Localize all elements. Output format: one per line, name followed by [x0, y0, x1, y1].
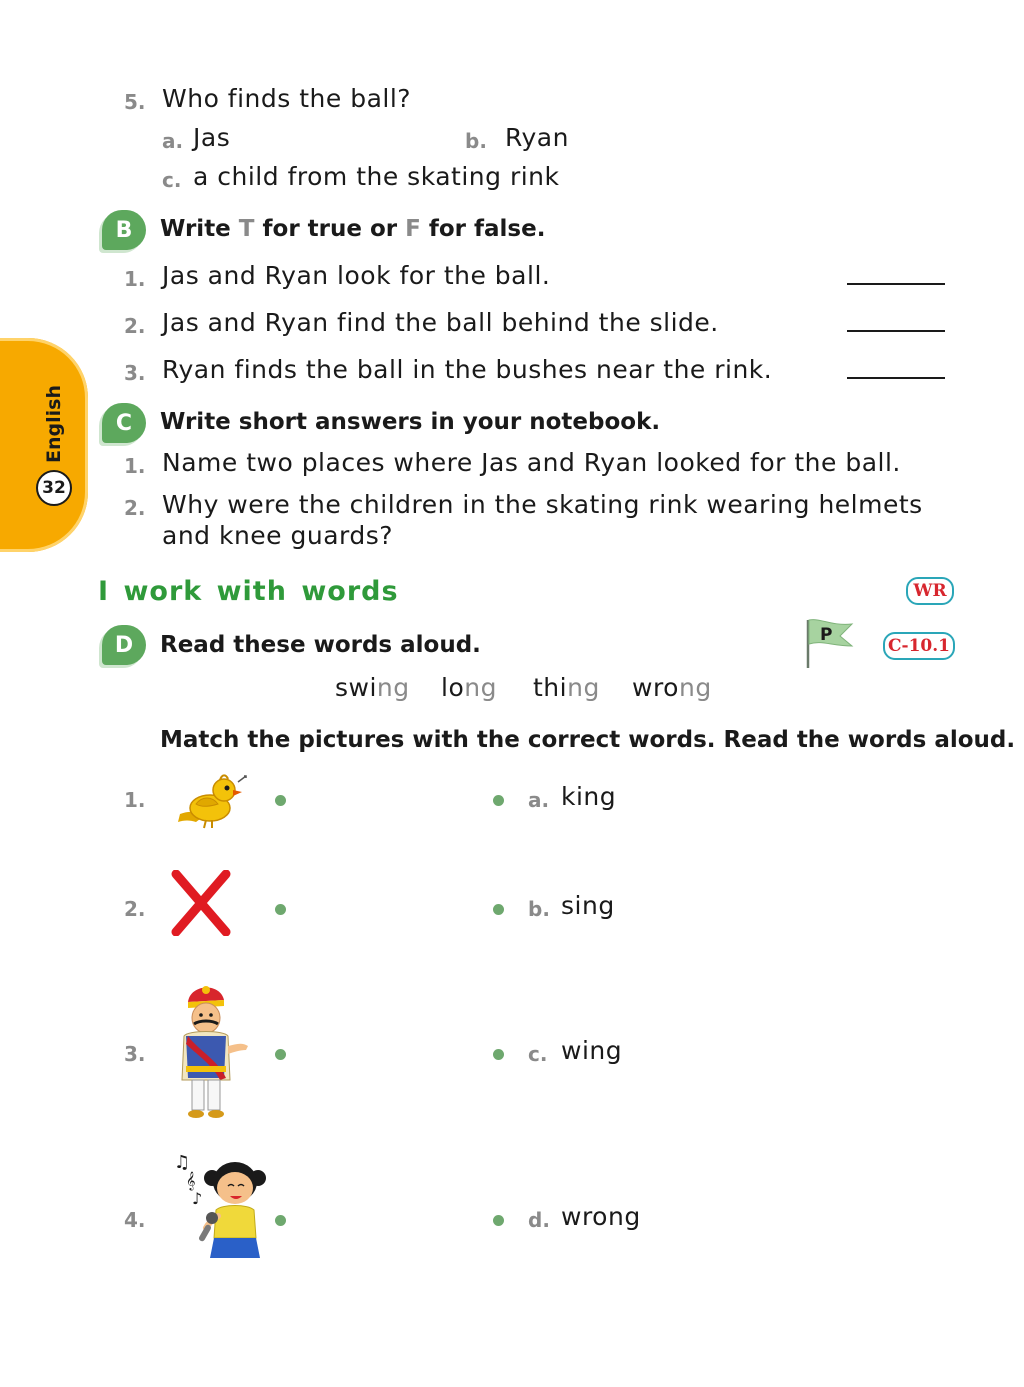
- option-letter: a.: [528, 788, 550, 812]
- b-item-text: Jas and Ryan find the ball behind the slide.: [162, 308, 719, 337]
- curriculum-tag: C-10.1: [883, 632, 955, 660]
- girl-singing-icon: [172, 1146, 268, 1264]
- option-word: wrong: [561, 1202, 641, 1231]
- word-ending: ng: [567, 673, 600, 702]
- c-item-number: 1.: [124, 454, 146, 478]
- answer-blank[interactable]: [847, 377, 945, 379]
- picture-number: 1.: [124, 788, 146, 812]
- word-wrong: wrong: [632, 673, 712, 702]
- option-letter: b.: [528, 897, 550, 921]
- c-item-text: Why were the children in the skating rink wearing helmets: [162, 490, 923, 519]
- match-dot[interactable]: [275, 1049, 286, 1060]
- option-word: wing: [561, 1036, 623, 1065]
- q5-option-text: Ryan: [505, 123, 569, 152]
- subject-label: English: [43, 385, 65, 463]
- section-badge: D: [102, 625, 146, 665]
- section-b-instruction: Write T for true or F for false.: [160, 216, 546, 242]
- word-swing: swing: [335, 673, 410, 702]
- q5-number: 5.: [124, 90, 146, 114]
- b-item-number: 2.: [124, 314, 146, 338]
- match-dot[interactable]: [275, 1215, 286, 1226]
- svg-text:𝄞: 𝄞: [186, 1171, 196, 1190]
- king-icon: [168, 980, 254, 1120]
- singing-bird-icon: [172, 770, 252, 832]
- q5-option-text: Jas: [193, 123, 231, 152]
- page-number: 32: [36, 470, 72, 506]
- match-dot[interactable]: [493, 1215, 504, 1226]
- svg-text:♫: ♫: [174, 1152, 191, 1173]
- word-ending: ng: [678, 673, 712, 702]
- option-word: sing: [561, 891, 615, 920]
- option-letter: d.: [528, 1208, 550, 1232]
- word-long: long: [441, 673, 497, 702]
- q5-option-letter: b.: [465, 129, 487, 153]
- flag-letter: P: [820, 625, 833, 645]
- flag-icon: [800, 616, 856, 672]
- match-dot[interactable]: [493, 795, 504, 806]
- b-item-text: Ryan finds the ball in the bushes near the rink.: [162, 355, 773, 384]
- picture-number: 3.: [124, 1042, 146, 1066]
- c-item-number: 2.: [124, 496, 146, 520]
- section-c-instruction: Write short answers in your notebook.: [160, 409, 661, 435]
- option-letter: c.: [528, 1042, 548, 1066]
- q5-option-text: a child from the skating rink: [193, 162, 560, 191]
- word-ending: ng: [376, 673, 410, 702]
- q5-option-letter: c.: [162, 168, 182, 192]
- section-badge: C: [102, 403, 146, 443]
- q5-question: Who finds the ball?: [162, 84, 412, 113]
- match-dot[interactable]: [275, 795, 286, 806]
- c-item-text: Name two places where Jas and Ryan looked for the ball.: [162, 448, 901, 477]
- section-d-instruction: Read these words aloud.: [160, 632, 481, 658]
- word-ending: ng: [464, 673, 497, 702]
- option-word: king: [561, 782, 617, 811]
- svg-text:♪: ♪: [192, 1189, 203, 1208]
- match-dot[interactable]: [493, 904, 504, 915]
- word-thing: thing: [533, 673, 600, 702]
- red-cross-icon: [170, 870, 232, 936]
- answer-blank[interactable]: [847, 330, 945, 332]
- q5-option-letter: a.: [162, 129, 184, 153]
- section-badge: B: [102, 210, 146, 250]
- answer-blank[interactable]: [847, 283, 945, 285]
- section-heading: I work with words: [98, 576, 399, 607]
- match-dot[interactable]: [493, 1049, 504, 1060]
- false-letter: F: [405, 216, 421, 242]
- c-item-text-continued: and knee guards?: [162, 521, 394, 550]
- b-item-number: 3.: [124, 361, 146, 385]
- picture-number: 2.: [124, 897, 146, 921]
- b-item-number: 1.: [124, 267, 146, 291]
- match-instruction: Match the pictures with the correct words. Read the words aloud.: [160, 727, 1016, 753]
- true-letter: T: [238, 216, 255, 242]
- b-item-text: Jas and Ryan look for the ball.: [162, 261, 551, 290]
- wr-tag: WR: [906, 577, 954, 605]
- picture-number: 4.: [124, 1208, 146, 1232]
- match-dot[interactable]: [275, 904, 286, 915]
